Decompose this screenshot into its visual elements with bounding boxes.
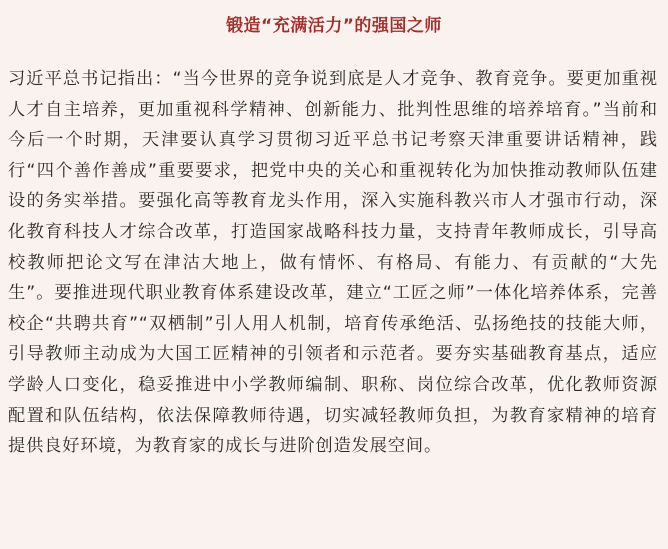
article-paragraph: 习近平总书记指出：“当今世界的竞争说到底是人才竞争、教育竞争。要更加重视人才自主培养，更加重视科学精神、创新能力、批判性思维的培养培育。”当前和今后一个时期，天津要认真学习贯彻习近平总书记考察天津重要讲话精神，践行“四个善作善成”重要要求，把党中央的关心和重视转化为加快推动教师队伍建设的务实举措。要强化高等教育龙头作用，深入实施科教兴市人才强市行动，深化教育科技人才综合改革，打造国家战略科技力量，支持青年教师成长，引导高校教师把论文写在津沽大地上，做有情怀、有格局、有能力、有贡献的“大先生”。要推进现代职业教育体系建设改革，建立“工匠之师”一体化培养体系，完善校企“共聘共育”“双栖制”引人用人机制，培育传承绝活、弘扬绝技的技能大师，引导教师主动成为大国工匠精神的引领者和示范者。要夯实基础教育基点，适应学龄人口变化，稳妥推进中小学教师编制、职称、岗位综合改革，优化教师资源配置和队伍结构，依法保障教师待遇，切实减轻教师负担，为教育家精神的培育提供良好环境，为教育家的成长与进阶创造发展空间。	[8, 69, 658, 457]
article-headline: 锻造“充满活力”的强国之师	[226, 16, 442, 36]
